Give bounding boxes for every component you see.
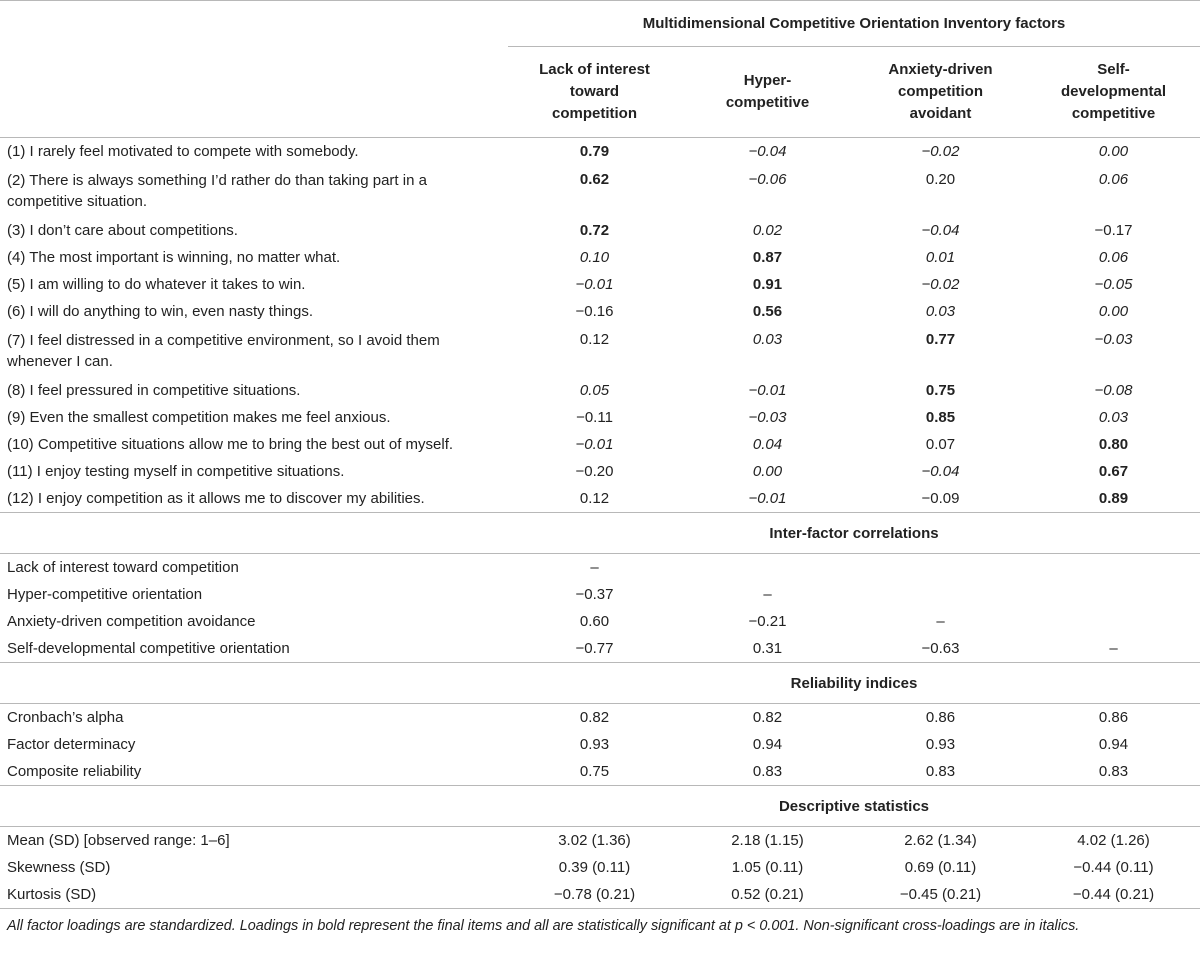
item-text: (3) I don’t care about competitions. bbox=[7, 222, 238, 239]
column-header-line: Hyper- bbox=[743, 72, 792, 89]
table-cell: 0.94 bbox=[1098, 736, 1129, 753]
table-cell: 0.82 bbox=[752, 709, 783, 726]
table-row bbox=[0, 581, 1200, 608]
table-cell: 0.12 bbox=[579, 490, 610, 507]
table-cell: 1.05 (0.11) bbox=[731, 859, 804, 876]
row-label: Lack of interest toward competition bbox=[7, 559, 239, 576]
footnote bbox=[0, 909, 1200, 944]
column-header bbox=[1027, 47, 1200, 138]
item-text bbox=[0, 165, 508, 217]
table-cell: 0.06 bbox=[1098, 171, 1129, 188]
table-row bbox=[0, 458, 1200, 485]
row-label: Factor determinacy bbox=[7, 736, 136, 753]
table-cell: 0.77 bbox=[925, 331, 956, 348]
row-label: Skewness (SD) bbox=[7, 859, 111, 876]
table-cell: −0.01 bbox=[748, 490, 787, 507]
table-cell: 0.04 bbox=[752, 436, 783, 453]
item-text: (4) The most important is winning, no matter what. bbox=[7, 249, 341, 266]
table-cell: 0.91 bbox=[752, 276, 783, 293]
table-cell: −0.02 bbox=[921, 143, 960, 160]
row-label: Mean (SD) [observed range: 1–6] bbox=[7, 832, 230, 849]
table-cell: 0.39 (0.11) bbox=[558, 859, 631, 876]
table-cell: 0.72 bbox=[579, 222, 610, 239]
table-cell: −0.06 bbox=[748, 171, 787, 188]
table-cell: 0.52 (0.21) bbox=[731, 886, 804, 903]
table-cell: 0.31 bbox=[752, 640, 783, 657]
table-cell: 4.02 (1.26) bbox=[1077, 832, 1150, 849]
table-cell: 0.67 bbox=[1098, 463, 1129, 480]
table-cell: 0.83 bbox=[752, 763, 783, 780]
table-cell bbox=[681, 554, 854, 582]
table-cell: 0.56 bbox=[752, 303, 783, 320]
table-cell: 0.10 bbox=[579, 249, 610, 266]
table-cell: 0.03 bbox=[925, 303, 956, 320]
table-cell: 0.75 bbox=[579, 763, 610, 780]
table-cell: −0.03 bbox=[1094, 331, 1133, 348]
table-cell: −0.11 bbox=[576, 409, 613, 426]
item-text: (8) I feel pressured in competitive situations. bbox=[7, 382, 301, 399]
table-cell: 0.60 bbox=[579, 613, 610, 630]
item-text: (12) I enjoy competition as it allows me to discover my abilities. bbox=[7, 490, 425, 507]
section-header-row bbox=[0, 513, 1200, 554]
table-cell bbox=[1027, 554, 1200, 582]
column-header bbox=[681, 47, 854, 138]
table-cell: −0.02 bbox=[921, 276, 960, 293]
item-text: (1) I rarely feel motivated to compete with somebody. bbox=[7, 143, 359, 160]
item-text-line: (2) There is always something I’d rather do than taking part in a bbox=[7, 172, 427, 189]
table-cell: −0.04 bbox=[921, 463, 960, 480]
item-text: (10) Competitive situations allow me to bring the best out of myself. bbox=[7, 436, 454, 453]
table-row bbox=[0, 854, 1200, 881]
table-cell: −0.01 bbox=[575, 276, 614, 293]
item-text: (11) I enjoy testing myself in competitive situations. bbox=[7, 463, 345, 480]
table-cell: −0.01 bbox=[748, 382, 787, 399]
table-row bbox=[0, 635, 1200, 663]
item-text: (5) I am willing to do whatever it takes to win. bbox=[7, 276, 306, 293]
table-row bbox=[0, 431, 1200, 458]
table-cell: −0.77 bbox=[575, 640, 614, 657]
table-cell: −0.17 bbox=[1094, 222, 1133, 239]
table-cell: −0.78 (0.21) bbox=[553, 886, 636, 903]
table-cell: −0.63 bbox=[921, 640, 960, 657]
table-cell: 0.94 bbox=[752, 736, 783, 753]
table-cell: 0.05 bbox=[579, 382, 610, 399]
table-cell: 0.00 bbox=[752, 463, 783, 480]
table-cell: 0.75 bbox=[925, 382, 956, 399]
table-row bbox=[0, 758, 1200, 786]
section-title: Descriptive statistics bbox=[508, 786, 1200, 827]
item-text bbox=[0, 325, 508, 377]
table-row bbox=[0, 485, 1200, 513]
column-header-line: competitive bbox=[725, 94, 810, 111]
table-cell: 2.18 (1.15) bbox=[731, 832, 804, 849]
table-group-header-row bbox=[0, 1, 1200, 47]
table-cell: 0.80 bbox=[1098, 436, 1129, 453]
correlations-section bbox=[0, 513, 1200, 554]
table-cell: 0.85 bbox=[925, 409, 956, 426]
column-header-line: avoidant bbox=[909, 105, 972, 122]
table-row bbox=[0, 608, 1200, 635]
table-cell: 0.86 bbox=[1098, 709, 1129, 726]
item-text-line: competitive situation. bbox=[7, 193, 148, 210]
table-cell: −0.01 bbox=[575, 436, 614, 453]
row-label: Hyper-competitive orientation bbox=[7, 586, 203, 603]
descriptives-section bbox=[0, 786, 1200, 827]
section-title: Reliability indices bbox=[508, 663, 1200, 704]
table-cell: 0.83 bbox=[925, 763, 956, 780]
table-row bbox=[0, 731, 1200, 758]
table-cell: −0.20 bbox=[575, 463, 614, 480]
item-text: (9) Even the smallest competition makes me feel anxious. bbox=[7, 409, 391, 426]
table-row bbox=[0, 217, 1200, 244]
column-header-line: competition bbox=[898, 83, 983, 100]
table-cell: 2.62 (1.34) bbox=[904, 832, 977, 849]
table-cell: 0.06 bbox=[1098, 249, 1129, 266]
column-header bbox=[508, 47, 681, 138]
table-cell: 0.12 bbox=[579, 331, 610, 348]
table-row bbox=[0, 554, 1200, 582]
table-cell: 0.07 bbox=[925, 436, 956, 453]
table-cell: 0.86 bbox=[925, 709, 956, 726]
table-cell: 0.87 bbox=[752, 249, 783, 266]
table-row bbox=[0, 165, 1200, 217]
loadings-section bbox=[0, 138, 1200, 513]
row-label: Self-developmental competitive orientation bbox=[7, 640, 290, 657]
table-cell: −0.44 (0.11) bbox=[1073, 859, 1154, 876]
column-header bbox=[854, 47, 1027, 138]
column-header-line: Anxiety-driven bbox=[888, 61, 993, 78]
column-header-line: Self- bbox=[1097, 61, 1130, 78]
table-cell bbox=[854, 581, 1027, 608]
table-row bbox=[0, 704, 1200, 732]
table-cell: −0.04 bbox=[921, 222, 960, 239]
table-cell: – bbox=[763, 586, 772, 603]
table-cell: 0.93 bbox=[925, 736, 956, 753]
table-cell bbox=[854, 554, 1027, 582]
item-text: (6) I will do anything to win, even nasty things. bbox=[7, 303, 313, 320]
table-row bbox=[0, 244, 1200, 271]
item-text-line: (7) I feel distressed in a competitive environment, so I avoid them bbox=[7, 332, 440, 349]
table-cell: 0.62 bbox=[579, 171, 610, 188]
table-row bbox=[0, 881, 1200, 909]
column-header-line: competitive bbox=[1071, 105, 1156, 122]
table-cell: 0.00 bbox=[1098, 303, 1129, 320]
table-cell: 0.01 bbox=[925, 249, 956, 266]
reliability-section bbox=[0, 663, 1200, 704]
row-label: Anxiety-driven competition avoidance bbox=[7, 613, 256, 630]
table-cell: −0.45 (0.21) bbox=[899, 886, 982, 903]
row-label: Kurtosis (SD) bbox=[7, 886, 97, 903]
section-header-row bbox=[0, 786, 1200, 827]
item-text-line: whenever I can. bbox=[7, 353, 113, 370]
column-header-line: developmental bbox=[1060, 83, 1167, 100]
table-cell: 0.20 bbox=[925, 171, 956, 188]
section-title: Inter-factor correlations bbox=[508, 513, 1200, 554]
table-cell: −0.21 bbox=[748, 613, 787, 630]
table-cell: – bbox=[590, 559, 599, 576]
group-title: Multidimensional Competitive Orientation Inventory factors bbox=[508, 1, 1200, 47]
table-cell: – bbox=[936, 613, 945, 630]
row-label: Cronbach’s alpha bbox=[7, 709, 124, 726]
table-cell: −0.04 bbox=[748, 143, 787, 160]
column-header-line: Lack of interest bbox=[539, 61, 650, 78]
table-cell: −0.05 bbox=[1094, 276, 1133, 293]
table-cell bbox=[1027, 608, 1200, 635]
table-row bbox=[0, 325, 1200, 377]
table-row bbox=[0, 298, 1200, 325]
table-cell: 0.03 bbox=[1098, 409, 1129, 426]
table-cell: −0.37 bbox=[575, 586, 614, 603]
footnote-text: All factor loadings are standardized. Loadings in bold represent the final items and all are statistically significant at p < 0.001. Non-significant cross-loadings are in italics. bbox=[7, 918, 1080, 934]
table-cell: 0.69 (0.11) bbox=[904, 859, 977, 876]
table-row bbox=[0, 271, 1200, 298]
table-cell: −0.44 (0.21) bbox=[1072, 886, 1155, 903]
table-cell: 0.82 bbox=[579, 709, 610, 726]
table-cell: 3.02 (1.36) bbox=[558, 832, 631, 849]
table-cell bbox=[1027, 581, 1200, 608]
table-cell: 0.89 bbox=[1098, 490, 1129, 507]
column-header-line: toward bbox=[569, 83, 620, 100]
table-cell: 0.02 bbox=[752, 222, 783, 239]
table-cell: −0.08 bbox=[1094, 382, 1133, 399]
table-row bbox=[0, 827, 1200, 855]
section-header-row bbox=[0, 663, 1200, 704]
footnote-row bbox=[0, 909, 1200, 944]
table-cell: −0.03 bbox=[748, 409, 787, 426]
table-cell: – bbox=[1109, 640, 1118, 657]
table-row bbox=[0, 404, 1200, 431]
table-row bbox=[0, 377, 1200, 404]
table-cell: 0.83 bbox=[1098, 763, 1129, 780]
table-cell: −0.09 bbox=[921, 490, 960, 507]
column-header-row bbox=[0, 47, 1200, 138]
table-row bbox=[0, 138, 1200, 166]
table-cell: 0.93 bbox=[579, 736, 610, 753]
table-cell: −0.16 bbox=[575, 303, 614, 320]
table-cell: 0.03 bbox=[752, 331, 783, 348]
row-label: Composite reliability bbox=[7, 763, 142, 780]
table-cell: 0.00 bbox=[1098, 143, 1129, 160]
column-header-line: competition bbox=[552, 105, 637, 122]
table-cell: 0.79 bbox=[579, 143, 610, 160]
